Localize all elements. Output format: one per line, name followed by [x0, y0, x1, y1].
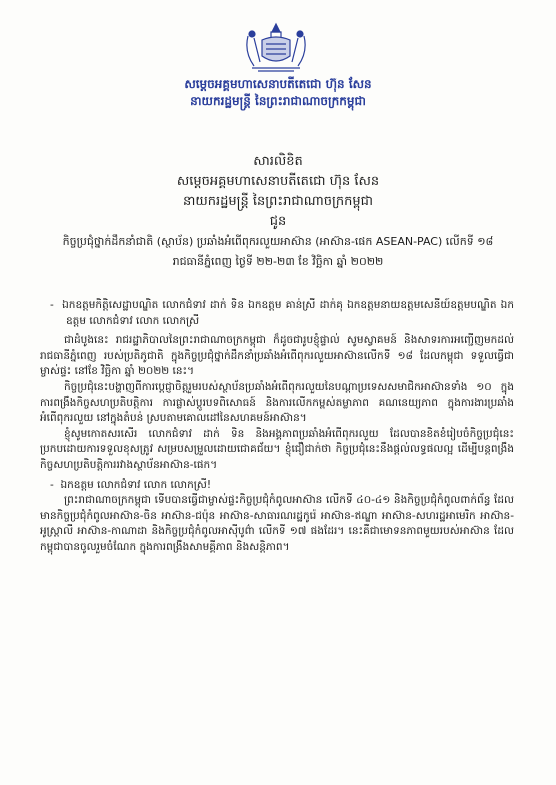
paragraph-commitment: កិច្ចប្រជុំនេះបង្ហាញពីការប្តេជ្ញាចិត្តរួមរបស់ស្ថាប័នប្រឆាំងអំពើពុករលួយនៃបណ្តាប្រទេសសមាជិកអាស៊ានទាំង ១០ ក្នុងការពង្រឹងកិច្ចសហប្រតិបត្តិការ ការផ្លាស់ប្តូរបទពិសោធន៍ និងការលើកកម្ពស់តម្លាភាព គណនេយ្យភាព ក្នុងការងារប្រឆាំងអំពើពុករលួយ នៅក្នុងតំបន់ ស្របតាមគោលដៅនៃសហគមន៍អាស៊ាន។ [40, 380, 514, 425]
paragraph-appreciation: ខ្ញុំសូមកោតសរសើរ លោកជំទាវ ដាក់ ទិន និងអង្គភាពប្រឆាំងអំពើពុករលួយ ដែលបានខិតខំរៀបចំកិច្ចប្រជុំនេះប្រកបដោយការទទួលខុសត្រូវ សម្របសម្រួលដោយជោគជ័យ។ ខ្ញុំជឿជាក់ថា កិច្ចប្រជុំនេះនឹងផ្តល់លទ្ធផលល្អ ដើម្បីបន្តពង្រឹងកិច្ចសហប្រតិបត្តិការរវាងស្ថាប័នអាស៊ាន-ផេក។ [40, 427, 514, 471]
sender-title: នាយករដ្ឋមន្ត្រី នៃព្រះរាជាណាចក្រកម្ពុជា [190, 94, 366, 108]
place-date: រាជធានីភ្នំពេញ ថ្ងៃទី ២២-២៣ ខែ វិច្ឆិកា ឆ្នាំ ២០២២ [172, 255, 384, 268]
royal-coat-of-arms-icon [240, 22, 312, 74]
author-title: នាយករដ្ឋមន្ត្រី នៃព្រះរាជាណាចក្រកម្ពុជា [183, 194, 373, 209]
paragraph-welcome: ជាដំបូងនេះ រាជរដ្ឋាភិបាលនៃព្រះរាជាណាចក្រកម្ពុជា ក៏ដូចជារូបខ្ញុំផ្ទាល់ សូមស្វាគមន៍ និងសាទរការអញ្ជើញមកដល់រាជធានីភ្នំពេញ របស់ប្រតិភូជាតិ ក្នុងកិច្ចប្រជុំថ្នាក់ដឹកនាំប្រឆាំងអំពើពុករលួយអាស៊ានលើកទី ១៨ ដែលកម្ពុជា ទទួលធ្វើជាម្ចាស់ផ្ទះ នៅខែ វិច្ឆិកា ឆ្នាំ ២០២២ នេះ។ [40, 334, 514, 378]
document-type: សារលិខិត [253, 154, 303, 169]
author-name: សម្តេចអគ្គមហាសេនាបតីតេជោ ហ៊ុន សែន [176, 174, 380, 189]
recipient-meeting: កិច្ចប្រជុំថ្នាក់ដឹកនាំជាតិ (ស្ថាប័ន) ប្រឆាំងអំពើពុករលួយអាស៊ាន (អាស៊ាន-ផេក ASEAN-PAC) លើកទី ១៨ [62, 235, 494, 248]
to-word: ជូន [269, 214, 287, 229]
message-body [40, 298, 514, 556]
salutation-first-text: ឯកឧត្តមកិត្តិសេដ្ឋាបណ្ឌិត លោកជំទាវ ដាក់ ទិន ឯកឧត្តម គាន់ស្រី ដាក់គុ ឯកឧត្តមនាយឧត្តមសេនីយ៍ឧត្តមបណ្ឌិត ឯកឧត្តម លោកជំទាវ លោក លោកស្រី [62, 299, 515, 327]
sender-name: សម្តេចអគ្គមហាសេនាបតីតេជោ ហ៊ុន សែន [184, 77, 372, 91]
salutation-second-text: ឯកឧត្តម លោកជំទាវ លោក លោកស្រី! [60, 478, 212, 491]
paragraph-asean-summit: ព្រះរាជាណាចក្រកម្ពុជា ទើបបានធ្វើជាម្ចាស់ផ្ទះកិច្ចប្រជុំកំពូលអាស៊ាន លើកទី ៤០-៤១ និងកិច្ចប្រជុំកំពូលពាក់ព័ន្ធ ដែលមានកិច្ចប្រជុំកំពូលអាស៊ាន-ចិន អាស៊ាន-ជប៉ុន អាស៊ាន-សាធារណរដ្ឋកូរ៉េ អាស៊ាន-ឥណ្ឌា អាស៊ាន-សហរដ្ឋអាមេរិក អាស៊ាន-អូស្ត្រាលី អាស៊ាន-កាណាដា និងកិច្ចប្រជុំកំពូលអាស៊ីបូព៌ា លើកទី ១៧ ផងដែរ។ នេះគឺជាមោទនភាពមួយរបស់អាស៊ាន ដែលកម្ពុជាបានចូលរួមចំណែក ក្នុងការពង្រឹងសាមគ្គីភាព និងសន្តិភាព។ [40, 494, 514, 553]
salutation-first: - ឯកឧត្តមកិត្តិសេដ្ឋាបណ្ឌិត លោកជំទាវ ដាក់ ទិន ឯកឧត្តម គាន់ស្រី ដាក់គុ ឯកឧត្តមនាយឧត្តមសេនីយ៍ឧត្តមបណ្ឌិត ឯកឧត្តម លោកជំទាវ លោក លោកស្រី [50, 299, 515, 327]
salutation-second: - ឯកឧត្តម លោកជំទាវ លោក លោកស្រី! [50, 478, 212, 491]
sender-header [0, 76, 556, 110]
message-title-block [40, 152, 516, 272]
